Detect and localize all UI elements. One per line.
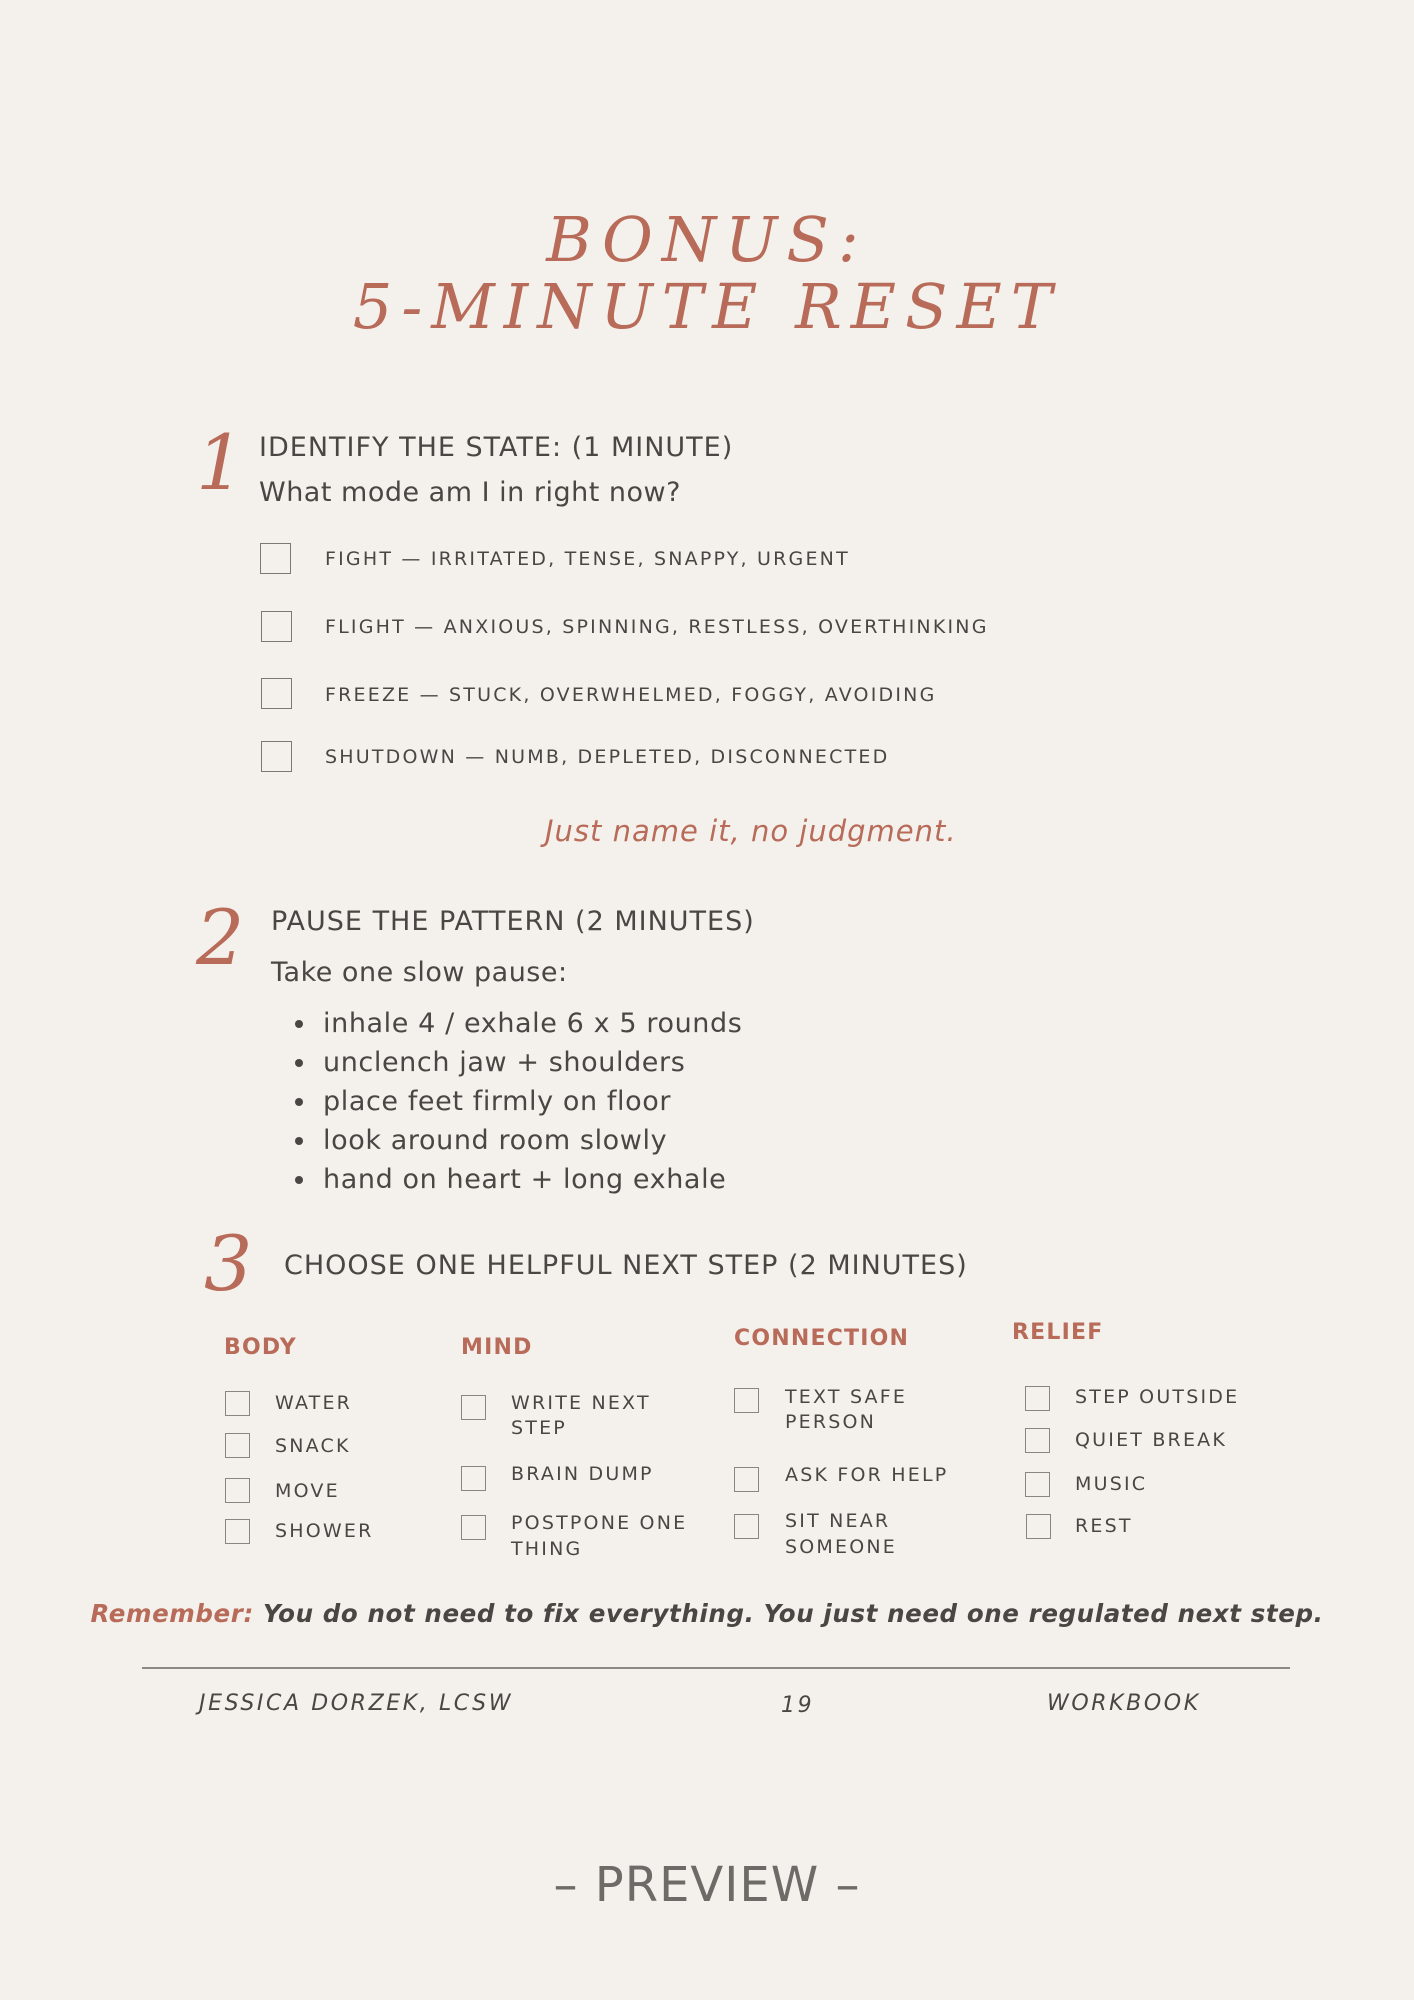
sit-near-someone-checkbox[interactable] bbox=[734, 1514, 759, 1539]
postpone-one-thing-label-line-2: THING bbox=[511, 1538, 583, 1560]
page-number: 19 bbox=[781, 1693, 815, 1718]
water-label: WATER bbox=[275, 1392, 353, 1414]
step-3-number: 3 bbox=[204, 1219, 253, 1308]
step-1-heading: IDENTIFY THE STATE: (1 MINUTE) bbox=[259, 432, 734, 463]
text-safe-person-label-line-1: TEXT SAFE bbox=[785, 1386, 908, 1408]
list-item: place feet firmly on floor bbox=[293, 1082, 742, 1121]
water-checkbox[interactable] bbox=[225, 1391, 250, 1416]
text-safe-person-label-line-2: PERSON bbox=[785, 1411, 877, 1433]
write-next-step-checkbox[interactable] bbox=[461, 1395, 486, 1420]
fight-checkbox[interactable] bbox=[260, 543, 291, 574]
shutdown-checkbox[interactable] bbox=[261, 741, 292, 772]
shower-checkbox[interactable] bbox=[225, 1519, 250, 1544]
rest-label: REST bbox=[1075, 1515, 1133, 1537]
sit-near-someone-label-line-1: SIT NEAR bbox=[785, 1510, 891, 1532]
move-label: MOVE bbox=[275, 1480, 340, 1502]
page-title-line-2: 5-MINUTE RESET bbox=[352, 270, 1062, 343]
move-checkbox[interactable] bbox=[225, 1478, 250, 1503]
step-2-heading: PAUSE THE PATTERN (2 MINUTES) bbox=[271, 906, 755, 937]
remember-note bbox=[0, 1599, 1414, 1628]
relief-column-title: RELIEF bbox=[1012, 1320, 1104, 1345]
quiet-break-label: QUIET BREAK bbox=[1075, 1429, 1228, 1451]
shower-label: SHOWER bbox=[275, 1520, 374, 1542]
snack-label: SNACK bbox=[275, 1435, 351, 1457]
footer-author: JESSICA DORZEK, LCSW bbox=[199, 1691, 514, 1716]
postpone-one-thing-checkbox[interactable] bbox=[461, 1515, 486, 1540]
music-label: MUSIC bbox=[1075, 1473, 1148, 1495]
list-item: inhale 4 / exhale 6 x 5 rounds bbox=[293, 1004, 742, 1043]
step-1-note: Just name it, no judgment. bbox=[545, 814, 957, 848]
remember-label: Remember: bbox=[90, 1599, 254, 1628]
body-column-title: BODY bbox=[224, 1335, 297, 1360]
rest-checkbox[interactable] bbox=[1026, 1514, 1051, 1539]
list-item: hand on heart + long exhale bbox=[293, 1160, 742, 1199]
music-checkbox[interactable] bbox=[1025, 1472, 1050, 1497]
shutdown-option-label: SHUTDOWN — NUMB, DEPLETED, DISCONNECTED bbox=[325, 746, 890, 768]
step-1-number: 1 bbox=[196, 418, 245, 507]
connection-column-title: CONNECTION bbox=[734, 1326, 910, 1351]
freeze-checkbox[interactable] bbox=[261, 678, 292, 709]
page-title-line-1: BONUS: bbox=[546, 203, 868, 276]
step-outside-label: STEP OUTSIDE bbox=[1075, 1386, 1240, 1408]
ask-for-help-label: ASK FOR HELP bbox=[785, 1464, 949, 1486]
flight-checkbox[interactable] bbox=[261, 611, 292, 642]
sit-near-someone-label-line-2: SOMEONE bbox=[785, 1536, 897, 1558]
brain-dump-checkbox[interactable] bbox=[461, 1466, 486, 1491]
step-2-number: 2 bbox=[196, 893, 245, 982]
write-next-step-label-line-1: WRITE NEXT bbox=[511, 1392, 651, 1414]
footer-divider bbox=[142, 1667, 1290, 1669]
preview-watermark: – PREVIEW – bbox=[553, 1857, 861, 1913]
step-outside-checkbox[interactable] bbox=[1025, 1386, 1050, 1411]
step-1-question: What mode am I in right now? bbox=[259, 477, 681, 508]
fight-option-label: FIGHT — IRRITATED, TENSE, SNAPPY, URGENT bbox=[325, 548, 850, 570]
freeze-option-label: FREEZE — STUCK, OVERWHELMED, FOGGY, AVOIDING bbox=[325, 684, 937, 706]
write-next-step-label-line-2: STEP bbox=[511, 1417, 567, 1439]
pause-steps-list bbox=[293, 1004, 742, 1199]
remember-text: You do not need to fix everything. You just need one regulated next step. bbox=[263, 1599, 1324, 1628]
list-item: look around room slowly bbox=[293, 1121, 742, 1160]
text-safe-person-checkbox[interactable] bbox=[734, 1388, 759, 1413]
snack-checkbox[interactable] bbox=[225, 1433, 250, 1458]
postpone-one-thing-label-line-1: POSTPONE ONE bbox=[511, 1512, 688, 1534]
ask-for-help-checkbox[interactable] bbox=[734, 1467, 759, 1492]
quiet-break-checkbox[interactable] bbox=[1025, 1428, 1050, 1453]
step-2-intro: Take one slow pause: bbox=[271, 957, 568, 988]
brain-dump-label: BRAIN DUMP bbox=[511, 1463, 654, 1485]
flight-option-label: FLIGHT — ANXIOUS, SPINNING, RESTLESS, OVERTHINKING bbox=[325, 616, 989, 638]
mind-column-title: MIND bbox=[461, 1335, 533, 1360]
step-3-heading: CHOOSE ONE HELPFUL NEXT STEP (2 MINUTES) bbox=[284, 1250, 968, 1281]
footer-label: WORKBOOK bbox=[1047, 1691, 1201, 1716]
list-item: unclench jaw + shoulders bbox=[293, 1043, 742, 1082]
